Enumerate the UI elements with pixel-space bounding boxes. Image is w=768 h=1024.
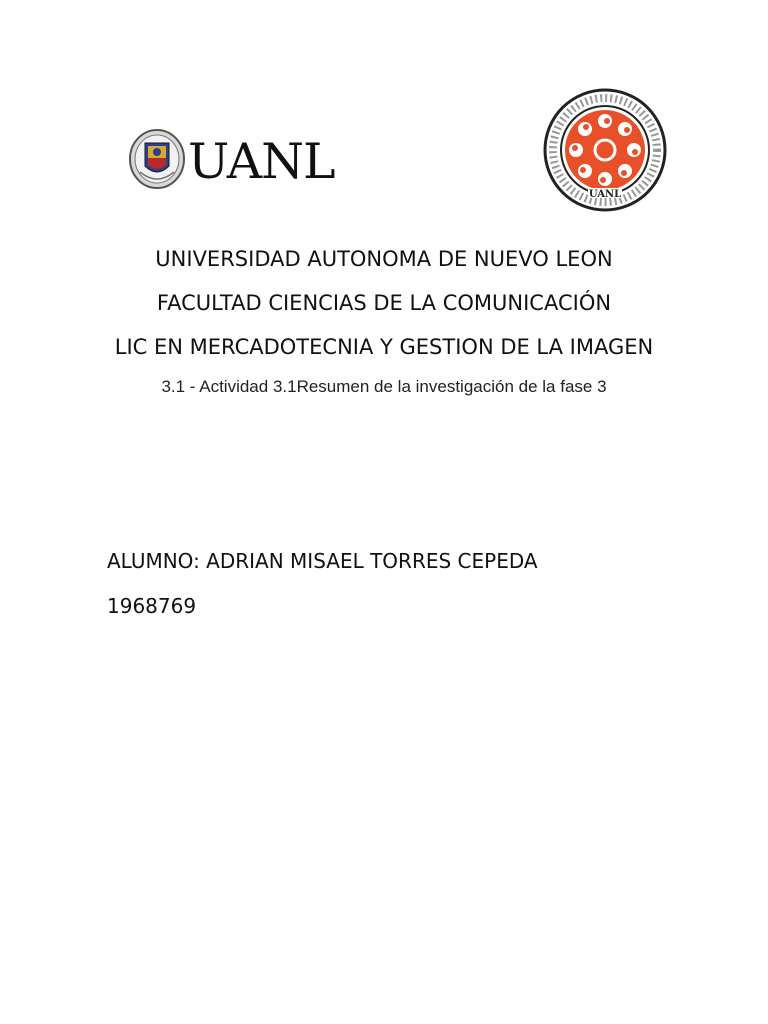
faculty-seal-icon bbox=[543, 88, 667, 212]
activity-subtitle: 3.1 - Actividad 3.1Resumen de la investigación de la fase 3 bbox=[161, 377, 607, 396]
seal-uanl-text: UANL bbox=[588, 189, 622, 200]
uanl-seal-icon bbox=[128, 128, 186, 190]
uanl-wordmark: UANL bbox=[188, 132, 335, 190]
faculty-title: FACULTAD CIENCIAS DE LA COMUNICACIÓN bbox=[156, 291, 612, 315]
program-title: LIC EN MERCADOTECNIA Y GESTION DE LA IMAGEN bbox=[114, 335, 654, 359]
student-name: ALUMNO: ADRIAN MISAEL TORRES CEPEDA bbox=[107, 549, 538, 573]
uanl-logo bbox=[128, 128, 335, 190]
student-id: 1968769 bbox=[107, 594, 197, 618]
university-title: UNIVERSIDAD AUTONOMA DE NUEVO LEON bbox=[155, 247, 613, 271]
